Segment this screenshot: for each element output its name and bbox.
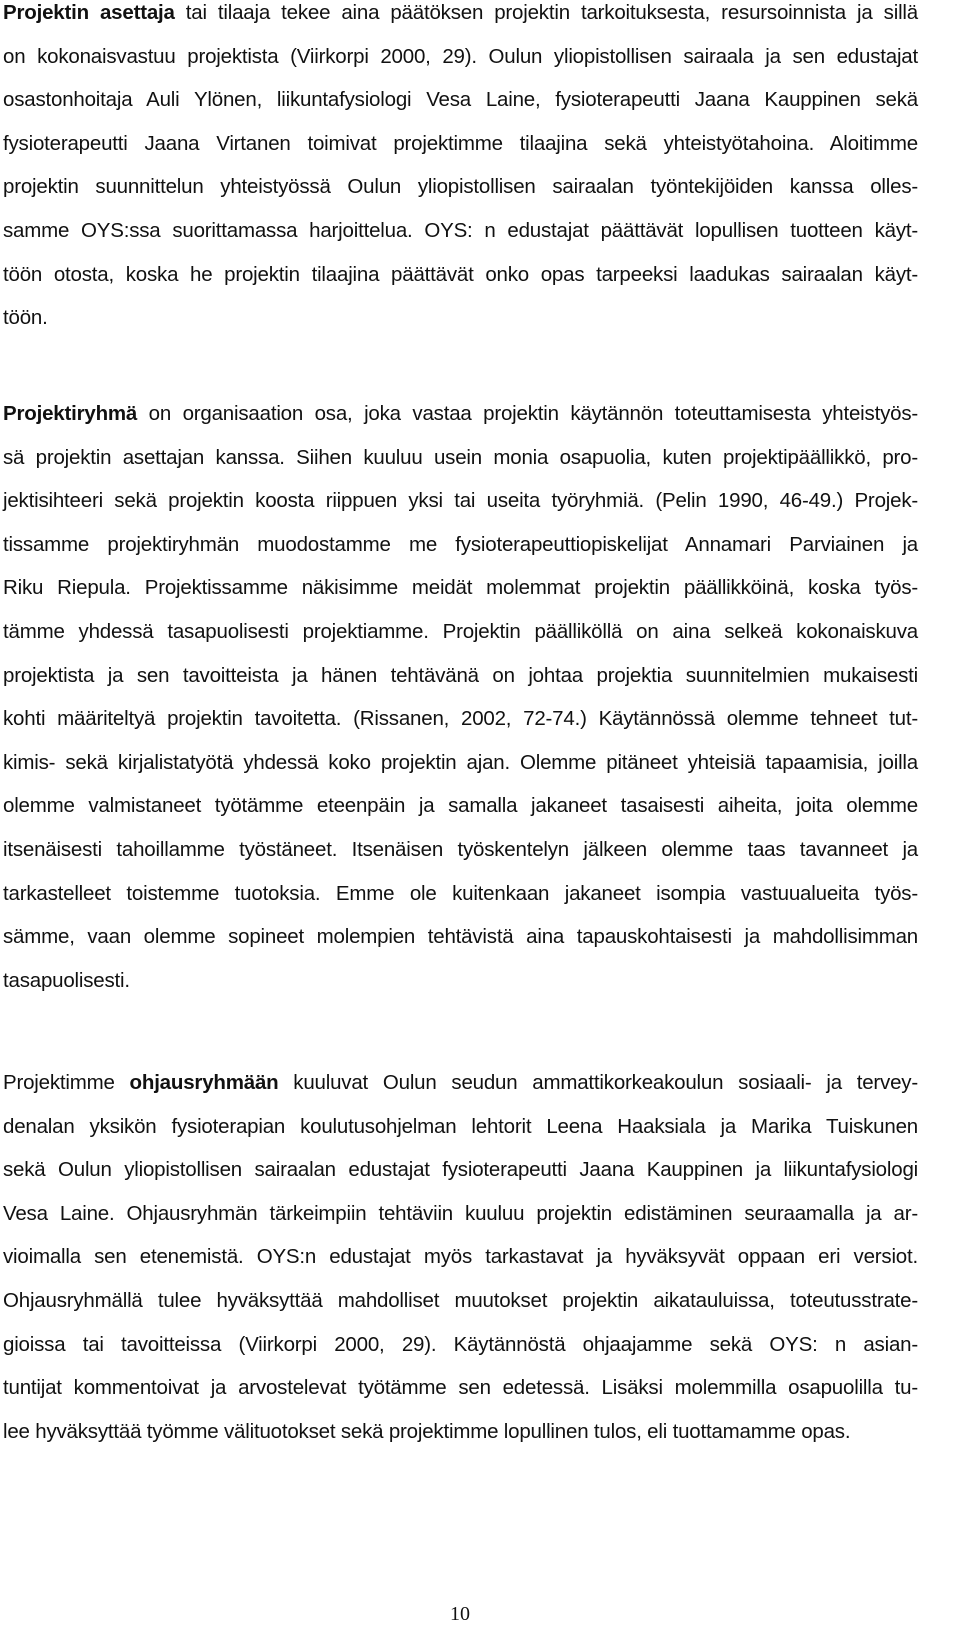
line-text: töön otosta, koska he projektin tilaajina päättävät onko opas tarpeeksi laadukas sairaalan käyt- xyxy=(3,262,918,286)
line-text: tämme yhdessä tasapuolisesti projektiamme. Projektin päälliköllä on aina selkeä kokonaiskuva xyxy=(3,619,918,643)
text-line xyxy=(3,1279,918,1323)
text-line xyxy=(3,1410,918,1454)
bold-term: Projektiryhmä xyxy=(3,402,138,425)
text-line xyxy=(3,741,918,785)
line-text: osastonhoitaja Auli Ylönen, liikuntafysiologi Vesa Laine, fysioterapeutti Jaana Kauppinen sekä xyxy=(3,88,918,112)
line-text: projektin suunnittelun yhteistyössä Oulun yliopistollisen sairaalan työntekijöiden kanssa olles- xyxy=(3,175,918,199)
text-line xyxy=(3,479,918,523)
line-text: on kokonaisvastuu projektista (Viirkorpi 2000, 29). Oulun yliopistollisen sairaala ja sen edustajat xyxy=(3,44,918,68)
line-text: projektista ja sen tavoitteista ja hänen tehtävänä on johtaa projektia suunnitelmien mukaisesti xyxy=(3,663,918,687)
paragraph-ohjausryhma xyxy=(3,1061,918,1453)
line-text: tasapuolisesti. xyxy=(3,968,130,992)
text-line xyxy=(3,784,918,828)
line-text: sämme, vaan olemme sopineet molempien tehtävistä aina tapauskohtaisesti ja mahdollisimman xyxy=(3,925,918,949)
paragraph-projektin-asettaja xyxy=(3,0,918,340)
text-line xyxy=(3,122,918,166)
line-text: lee hyväksyttää työmme välituotokset sekä projektimme lopullinen tulos, eli tuottamamme opas. xyxy=(3,1419,851,1443)
line-text: kohti määriteltyä projektin tavoitetta. (Rissanen, 2002, 72-74.) Käytännössä olemme tehneet tut- xyxy=(3,707,918,731)
text-line xyxy=(3,253,918,297)
text-line xyxy=(3,35,918,79)
text-line xyxy=(3,436,918,480)
line-text: vioimalla sen etenemistä. OYS:n edustajat myös tarkastavat ja hyväksyvät oppaan eri versiot. xyxy=(3,1245,918,1269)
page-number: 10 xyxy=(450,1603,470,1625)
bold-term: ohjausryhmään xyxy=(129,1071,279,1094)
text-line xyxy=(3,1235,918,1279)
line-text: Ohjausryhmällä tulee hyväksyttää mahdolliset muutokset projektin aikatauluissa, toteutusstrate- xyxy=(3,1288,918,1312)
text-line xyxy=(3,78,918,122)
line-text: sä projektin asettajan kanssa. Siihen kuuluu usein monia osapuolia, kuten projektipäällikkö, pro- xyxy=(3,445,918,469)
text-line xyxy=(3,1148,918,1192)
line-text: Riku Riepula. Projektissamme näkisimme meidät molemmat projektin päällikköinä, koska työs- xyxy=(3,576,918,600)
line-text: samme OYS:ssa suorittamassa harjoittelua. OYS: n edustajat päättävät lopullisen tuotteen käyt- xyxy=(3,218,918,242)
line-text: töön. xyxy=(3,306,48,330)
line-text: olemme valmistaneet työtämme eteenpäin ja samalla jakaneet tasaisesti aiheita, joita olemme xyxy=(3,794,918,818)
line-text-prefix: Projektimme xyxy=(3,1071,130,1094)
text-line xyxy=(3,296,918,340)
paragraph-projektiryhma xyxy=(3,392,918,1002)
text-line xyxy=(3,1061,918,1105)
text-line xyxy=(3,1366,918,1410)
text-line xyxy=(3,654,918,698)
text-line xyxy=(3,915,918,959)
text-line xyxy=(3,165,918,209)
line-text: tarkastelleet toistemme tuotoksia. Emme ole kuitenkaan jakaneet isompia vastuualueita työs- xyxy=(3,881,918,905)
line-text: gioissa tai tavoitteissa (Viirkorpi 2000, 29). Käytännöstä ohjaajamme sekä OYS: n asian- xyxy=(3,1332,918,1356)
line-text: jektisihteeri sekä projektin koosta riippuen yksi tai useita työryhmiä. (Pelin 1990, 46-49.) Projek- xyxy=(3,489,918,513)
text-line xyxy=(3,523,918,567)
text-line xyxy=(3,610,918,654)
line-text: itsenäisesti tahoillamme työstäneet. Itsenäisen työskentelyn jälkeen olemme taas tavanneet ja xyxy=(3,837,918,861)
text-line xyxy=(3,828,918,872)
text-line xyxy=(3,959,918,1003)
line-text: denalan yksikön fysioterapian koulutusohjelman lehtorit Leena Haaksiala ja Marika Tuiskunen xyxy=(3,1114,918,1138)
text-line xyxy=(3,209,918,253)
text-line xyxy=(3,566,918,610)
line-text: tissamme projektiryhmän muodostamme me fysioterapeuttiopiskelijat Annamari Parviainen ja xyxy=(3,532,918,556)
text-line xyxy=(3,1105,918,1149)
line-text: tai tilaaja tekee aina päätöksen projektin tarkoituksesta, resursoinnista ja sillä xyxy=(174,1,918,24)
bold-term: Projektin asettaja xyxy=(3,1,175,24)
text-line xyxy=(3,1192,918,1236)
line-text: kimis- sekä kirjalistatyötä yhdessä koko projektin ajan. Olemme pitäneet yhteisiä tapaamisia, joilla xyxy=(3,750,918,774)
text-line xyxy=(3,1323,918,1367)
line-text: Vesa Laine. Ohjausryhmän tärkeimpiin tehtäviin kuuluu projektin edistäminen seuraamalla ja ar- xyxy=(3,1201,918,1225)
text-line xyxy=(3,872,918,916)
line-text: sekä Oulun yliopistollisen sairaalan edustajat fysioterapeutti Jaana Kauppinen ja liikuntafysiologi xyxy=(3,1158,918,1182)
line-text: on organisaation osa, joka vastaa projektin käytännön toteuttamisesta yhteistyös- xyxy=(137,402,918,425)
text-line xyxy=(3,697,918,741)
text-line xyxy=(3,392,918,436)
text-line xyxy=(3,0,918,35)
line-text: tuntijat kommentoivat ja arvostelevat työtämme sen edetessä. Lisäksi molemmilla osapuolilla tu- xyxy=(3,1376,918,1400)
line-text: fysioterapeutti Jaana Virtanen toimivat projektimme tilaajina sekä yhteistyötahoina. Aloitimme xyxy=(3,131,918,155)
line-text: kuuluvat Oulun seudun ammattikorkeakoulun sosiaali- ja tervey- xyxy=(278,1071,918,1094)
